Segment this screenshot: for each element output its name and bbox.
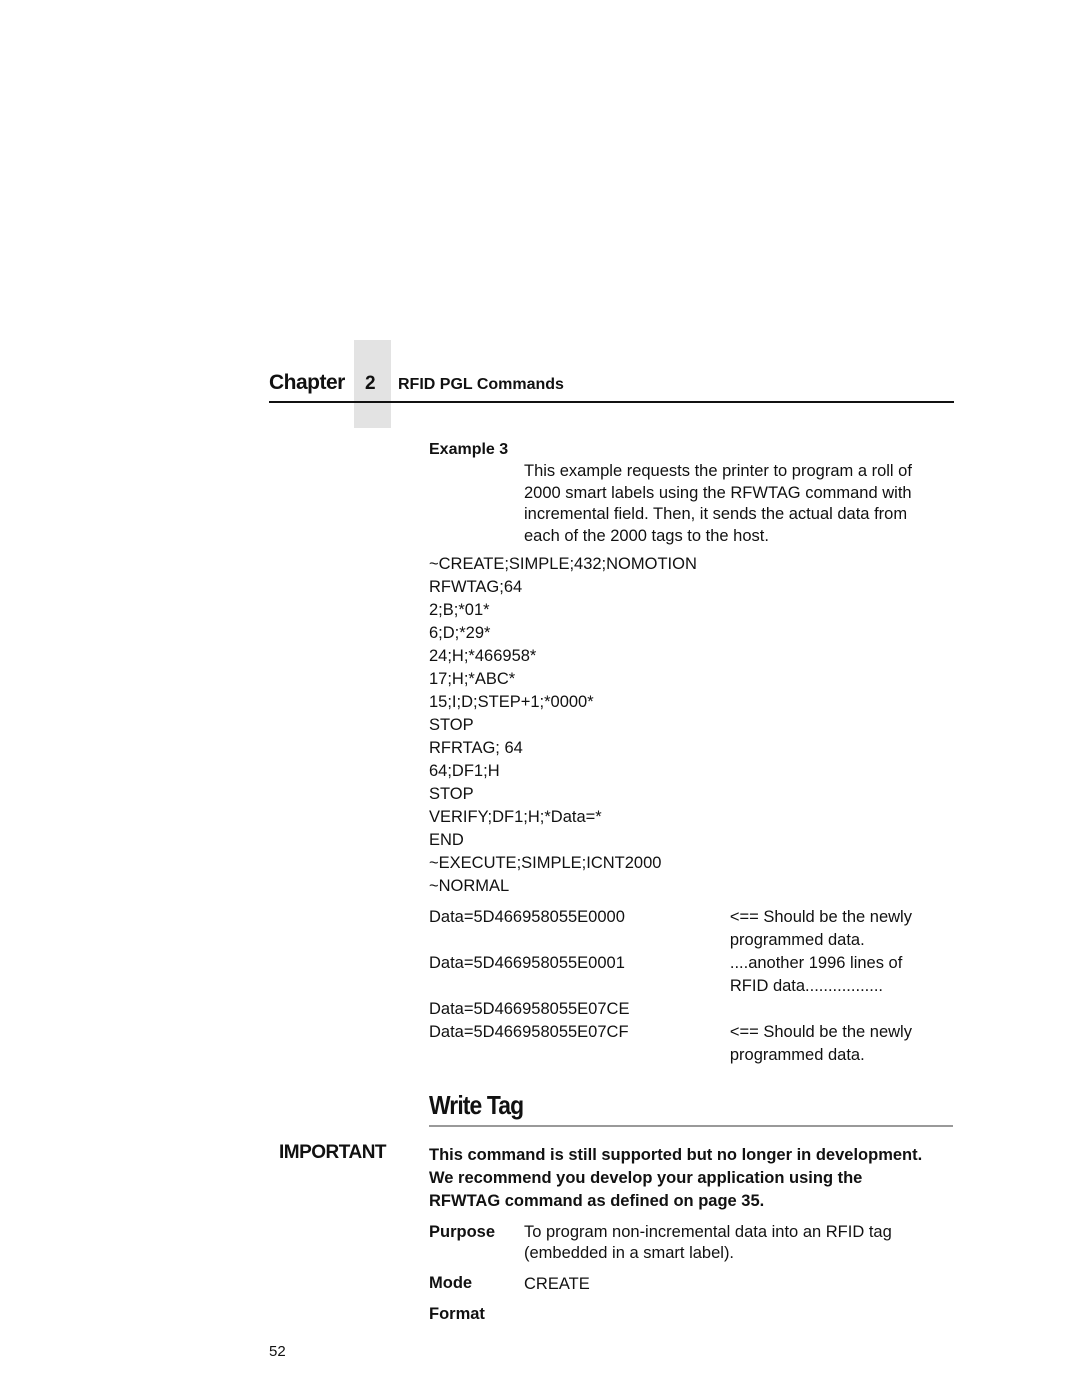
code-line: 6;D;*29* [429,624,491,642]
output-data: Data=5D466958055E07CF [429,1023,629,1041]
output-row [429,929,959,952]
important-line: This command is still supported but no longer in development. [429,1146,923,1164]
chapter-number: 2 [365,373,376,394]
output-table [429,906,959,1067]
code-line: 17;H;*ABC* [429,670,516,688]
section-title: Write Tag [429,1090,524,1120]
output-row [429,998,959,1021]
page-number: 52 [269,1343,286,1360]
output-note: <== Should be the newly [729,908,912,926]
output-data: Data=5D466958055E07CE [429,1000,630,1018]
output-note [730,998,959,1021]
output-row [429,1021,959,1044]
code-block [429,553,697,898]
code-line: RFWTAG;64 [429,578,523,596]
code-line: 15;I;D;STEP+1;*0000* [429,693,594,711]
purpose-label: Purpose [429,1223,496,1241]
description-line: 2000 smart labels using the RFWTAG command with [524,483,912,502]
output-row [429,1044,959,1067]
code-line: STOP [429,716,474,734]
important-text [429,1144,959,1213]
output-data: Data=5D466958055E0000 [429,908,625,926]
purpose-line: (embedded in a smart label). [524,1244,735,1262]
code-line: VERIFY;DF1;H;*Data=* [429,808,602,826]
description-line: each of the 2000 tags to the host. [524,526,769,545]
output-row [429,906,959,929]
section-rule [429,1125,953,1127]
code-line: 64;DF1;H [429,762,500,780]
chapter-title: RFID PGL Commands [398,376,564,393]
output-data [429,975,730,998]
output-data [429,1044,730,1067]
output-data [429,929,730,952]
description-line: This example requests the printer to program a roll of [524,462,912,480]
code-line: ~EXECUTE;SIMPLE;ICNT2000 [429,854,662,872]
important-label: IMPORTANT [279,1142,387,1163]
output-data: Data=5D466958055E0001 [429,954,625,972]
purpose-line: To program non-incremental data into an RFID tag [524,1223,892,1241]
code-line: 2;B;*01* [429,601,490,619]
description-line: incremental field. Then, it sends the actual data from [524,505,908,523]
output-note: <== Should be the newly [729,1023,912,1041]
output-note: programmed data. [729,931,865,949]
format-label: Format [429,1305,485,1323]
output-row [429,975,959,998]
chapter-label: Chapter [269,371,345,394]
code-line: END [429,831,464,849]
code-line: ~NORMAL [429,877,510,895]
mode-label: Mode [429,1274,473,1292]
code-line: ~CREATE;SIMPLE;432;NOMOTION [429,555,697,573]
header-rule [269,401,954,403]
output-note: RFID data................. [729,977,883,995]
output-note: programmed data. [729,1046,865,1064]
code-line: 24;H;*466958* [429,647,537,665]
example-heading: Example 3 [429,441,509,458]
output-row [429,952,959,975]
important-line: We recommend you develop your application using the [429,1169,863,1187]
important-line: RFWTAG command as defined on page 35. [429,1192,765,1210]
mode-value: CREATE [524,1275,590,1293]
example-description [524,461,912,547]
code-line: STOP [429,785,474,803]
purpose-text [524,1222,892,1264]
code-line: RFRTAG; 64 [429,739,523,757]
output-note: ....another 1996 lines of [729,954,903,972]
